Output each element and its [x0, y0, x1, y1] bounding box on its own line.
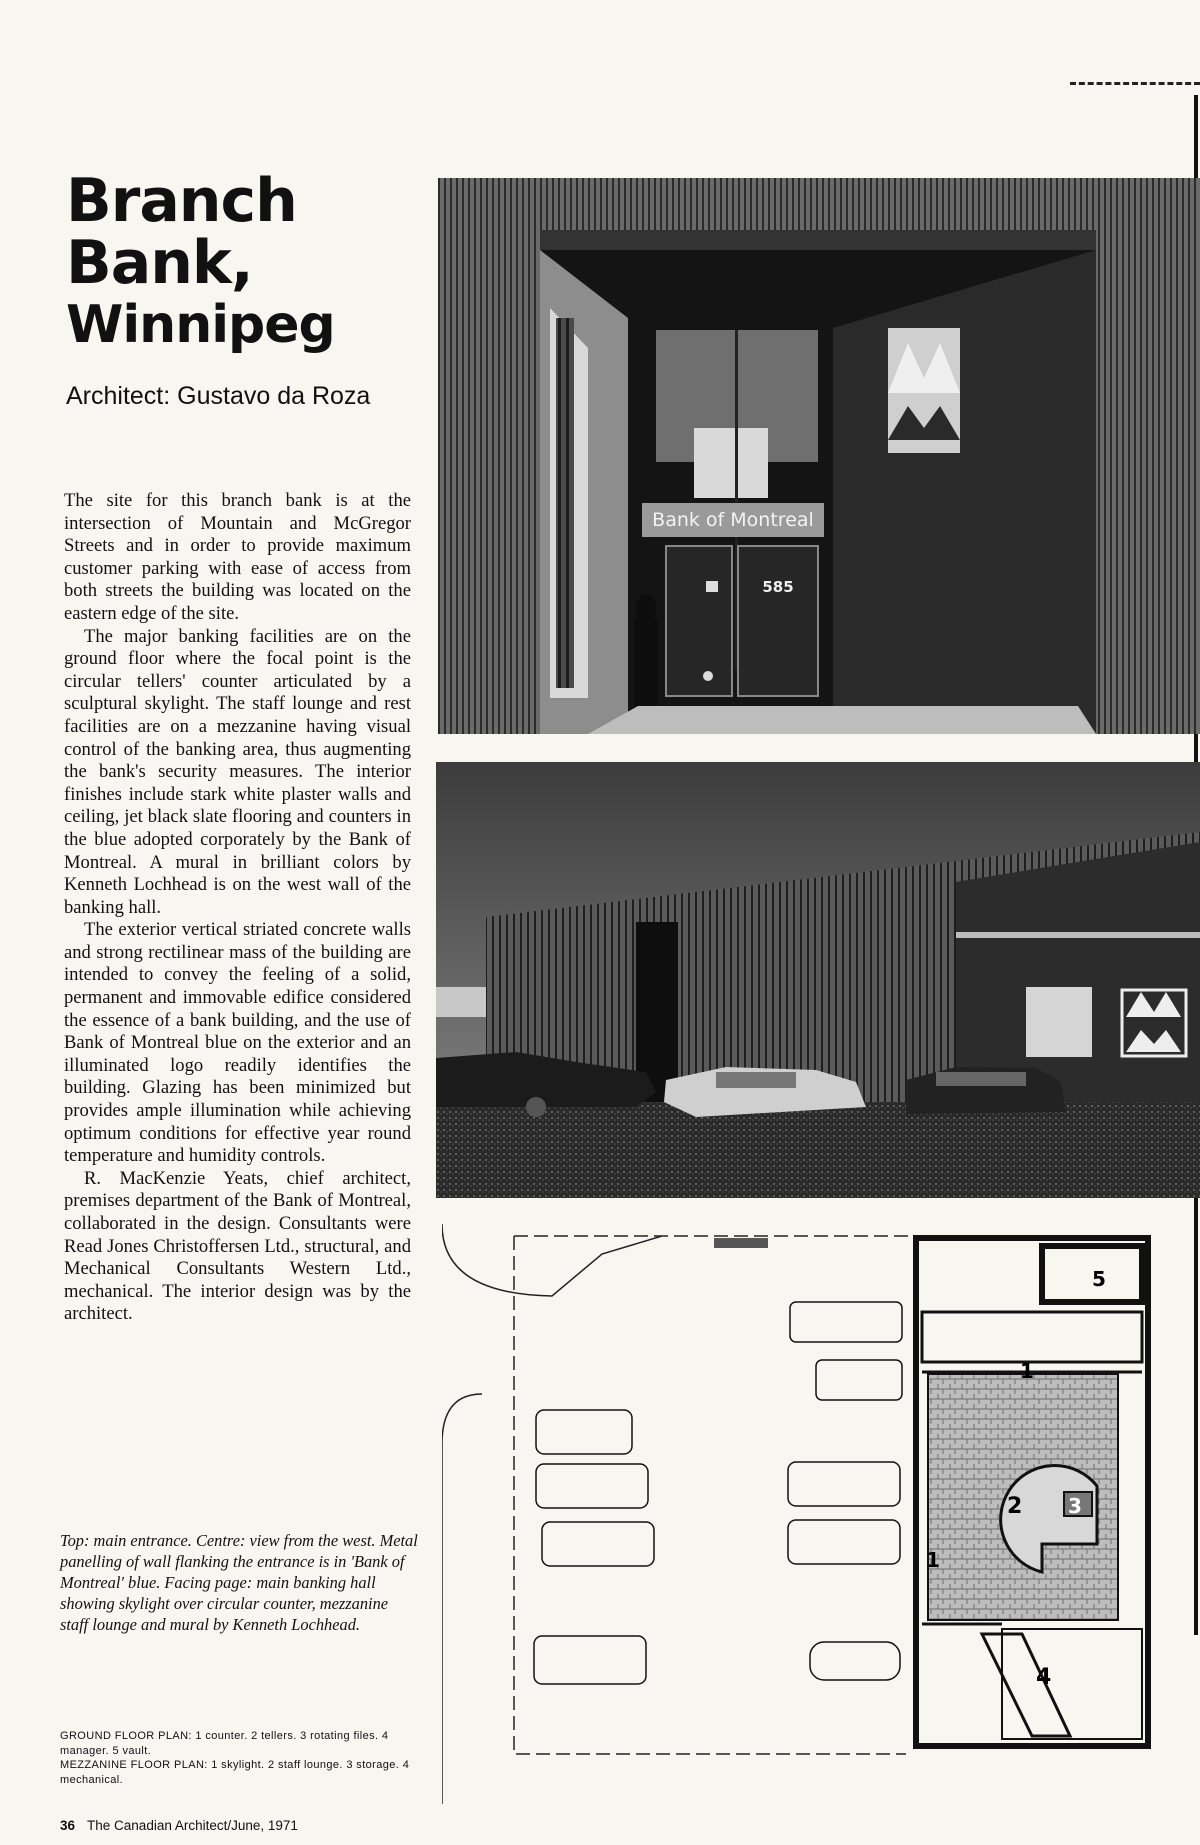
- page-number: 36: [60, 1818, 76, 1833]
- article-body: [64, 490, 411, 1326]
- parked-car: [542, 1522, 654, 1566]
- parked-car: [816, 1360, 902, 1400]
- parked-car: [788, 1520, 900, 1564]
- plan-label-counter-2: 1: [926, 1548, 940, 1572]
- parked-car: [536, 1410, 632, 1454]
- parked-car: [790, 1302, 902, 1342]
- parked-car: [536, 1464, 648, 1508]
- entrance-photo: [438, 178, 1200, 734]
- paragraph: The exterior vertical striated concrete walls and strong rectilinear mass of the building are intended to convey the feeling of a solid, permanent and immovable edifice considered the essence of a bank building, and the use of Bank of Montreal blue on the exterior and an illuminated logo readily identifies the building. Glazing has been minimized but provides ample illumination while achieving optimum conditions for effective year round temperature and humidity controls.: [64, 919, 411, 1167]
- street-number: 585: [762, 578, 794, 596]
- plan-caption-mezzanine: MEZZANINE FLOOR PLAN: 1 skylight. 2 staff lounge. 3 storage. 4 mechanical.: [60, 1759, 410, 1786]
- plan-label-counter: 1: [1020, 1359, 1034, 1383]
- plan-label-vault: 5: [1092, 1267, 1106, 1291]
- plan-label-rotating-files: 3: [1068, 1494, 1082, 1518]
- bank-logo-icon: [888, 328, 960, 453]
- paragraph: R. MacKenzie Yeats, chief architect, premises department of the Bank of Montreal, collaborated in the design. Consultants were Read Jones Christoffersen Ltd., structural, and Mechanical Consultants Western Ltd., mechanical. The interior design was by the architect.: [64, 1167, 411, 1325]
- parked-car: [810, 1642, 900, 1680]
- ground-floor-plan: [442, 1224, 1170, 1804]
- title-line-1: Branch: [66, 166, 297, 236]
- architect-credit: Architect: Gustavo da Roza: [66, 382, 371, 410]
- west-view-photo: [436, 762, 1200, 1198]
- plan-caption: [60, 1729, 410, 1787]
- plan-caption-ground: GROUND FLOOR PLAN: 1 counter. 2 tellers. 3 rotating files. 4 manager. 5 vault.: [60, 1730, 389, 1757]
- parked-car: [788, 1462, 900, 1506]
- paragraph: The site for this branch bank is at the intersection of Mountain and McGregor Streets and in order to provide maximum customer parking with ease of access from both streets the building was located on the eastern edge of the site.: [64, 490, 411, 624]
- publication-line: The Canadian Architect/June, 1971: [87, 1818, 298, 1833]
- photo-caption: Top: main entrance. Centre: view from the west. Metal panelling of wall flanking the entrance is in 'Bank of Montreal' blue. Facing page: main banking hall showing skylight over circular counter, mezzanine staff lounge and mural by Kenneth Lochhead.: [60, 1531, 418, 1634]
- page-footer: [60, 1818, 298, 1833]
- title-line-2: Bank,: [66, 228, 253, 298]
- parked-car: [906, 1067, 1066, 1114]
- title-line-3: Winnipeg: [66, 295, 335, 355]
- header-dashed-rule: [1070, 82, 1200, 85]
- article-title: [66, 166, 426, 356]
- plan-label-manager: 4: [1036, 1665, 1052, 1690]
- paragraph: The major banking facilities are on the ground floor where the focal point is the circular tellers' counter articulated by a sculptural skylight. The staff lounge and rest facilities are on a mezzanine having visual control of the banking area, thus augmenting the bank's security measures. The interior finishes include stark white plaster walls and ceiling, jet black slate flooring and counters in the blue adopted corporately by the Bank of Montreal. A mural in brilliant colors by Kenneth Lochhead is on the west wall of the banking hall.: [64, 625, 411, 918]
- parked-car: [534, 1636, 646, 1684]
- plan-label-tellers: 2: [1007, 1494, 1023, 1519]
- entrance-sign-text: Bank of Montreal: [652, 509, 814, 531]
